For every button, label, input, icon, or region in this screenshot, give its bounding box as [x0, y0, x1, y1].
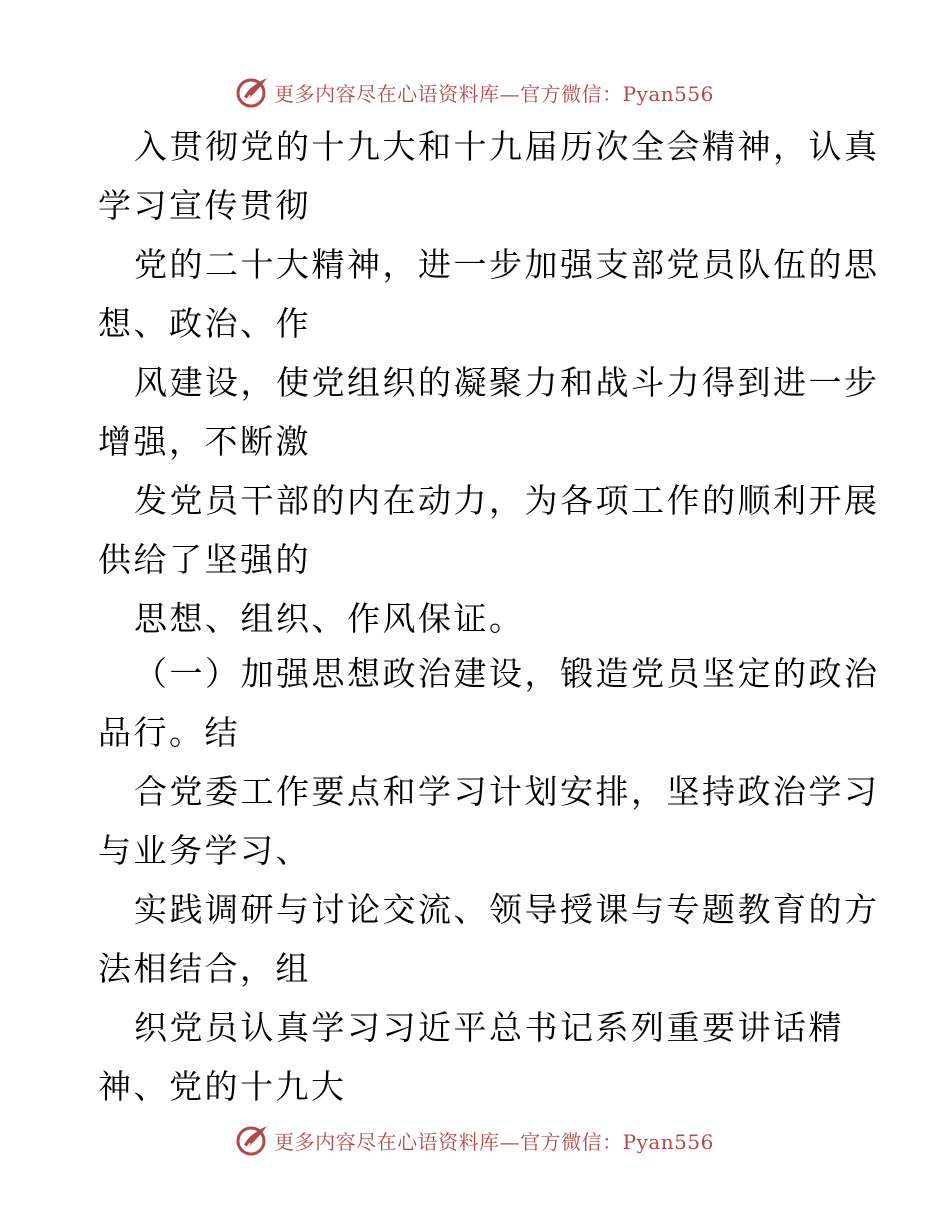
watermark-text: 更多内容尽在心语资料库—官方微信：Pyan556 — [274, 1129, 714, 1154]
body-line: 品行。结 — [98, 713, 240, 752]
body-line: 法相结合，组 — [98, 949, 311, 988]
body-line: 入贯彻党的十九大和十九届历次全会精神，认真 — [134, 127, 880, 166]
body-line: 实践调研与讨论交流、领导授课与专题教育的方 — [134, 890, 880, 929]
watermark-text: 更多内容尽在心语资料库—官方微信：Pyan556 — [274, 81, 714, 106]
body-line: 与业务学习、 — [98, 831, 311, 870]
body-line: 风建设，使党组织的凝聚力和战斗力得到进一步 — [134, 363, 880, 402]
body-line: 合党委工作要点和学习计划安排，坚持政治学习 — [134, 772, 880, 811]
body-line: （一）加强思想政治建设，锻造党员坚定的政治 — [134, 654, 880, 693]
body-line: 想、政治、作 — [98, 304, 311, 343]
body-line: 增强，不断激 — [98, 422, 311, 461]
quill-logo-icon — [236, 1123, 270, 1157]
body-line: 供给了坚强的 — [98, 540, 311, 579]
body-line: 学习宣传贯彻 — [98, 186, 311, 225]
body-line: 神、党的十九大 — [98, 1067, 347, 1106]
body-line: 党的二十大精神，进一步加强支部党员队伍的思 — [134, 245, 880, 284]
footer-watermark — [0, 1120, 950, 1160]
body-line: 思想、组织、作风保证。 — [134, 599, 525, 638]
body-line: 织党员认真学习习近平总书记系列重要讲话精 — [134, 1008, 844, 1047]
body-line: 发党员干部的内在动力，为各项工作的顺利开展 — [134, 481, 880, 520]
